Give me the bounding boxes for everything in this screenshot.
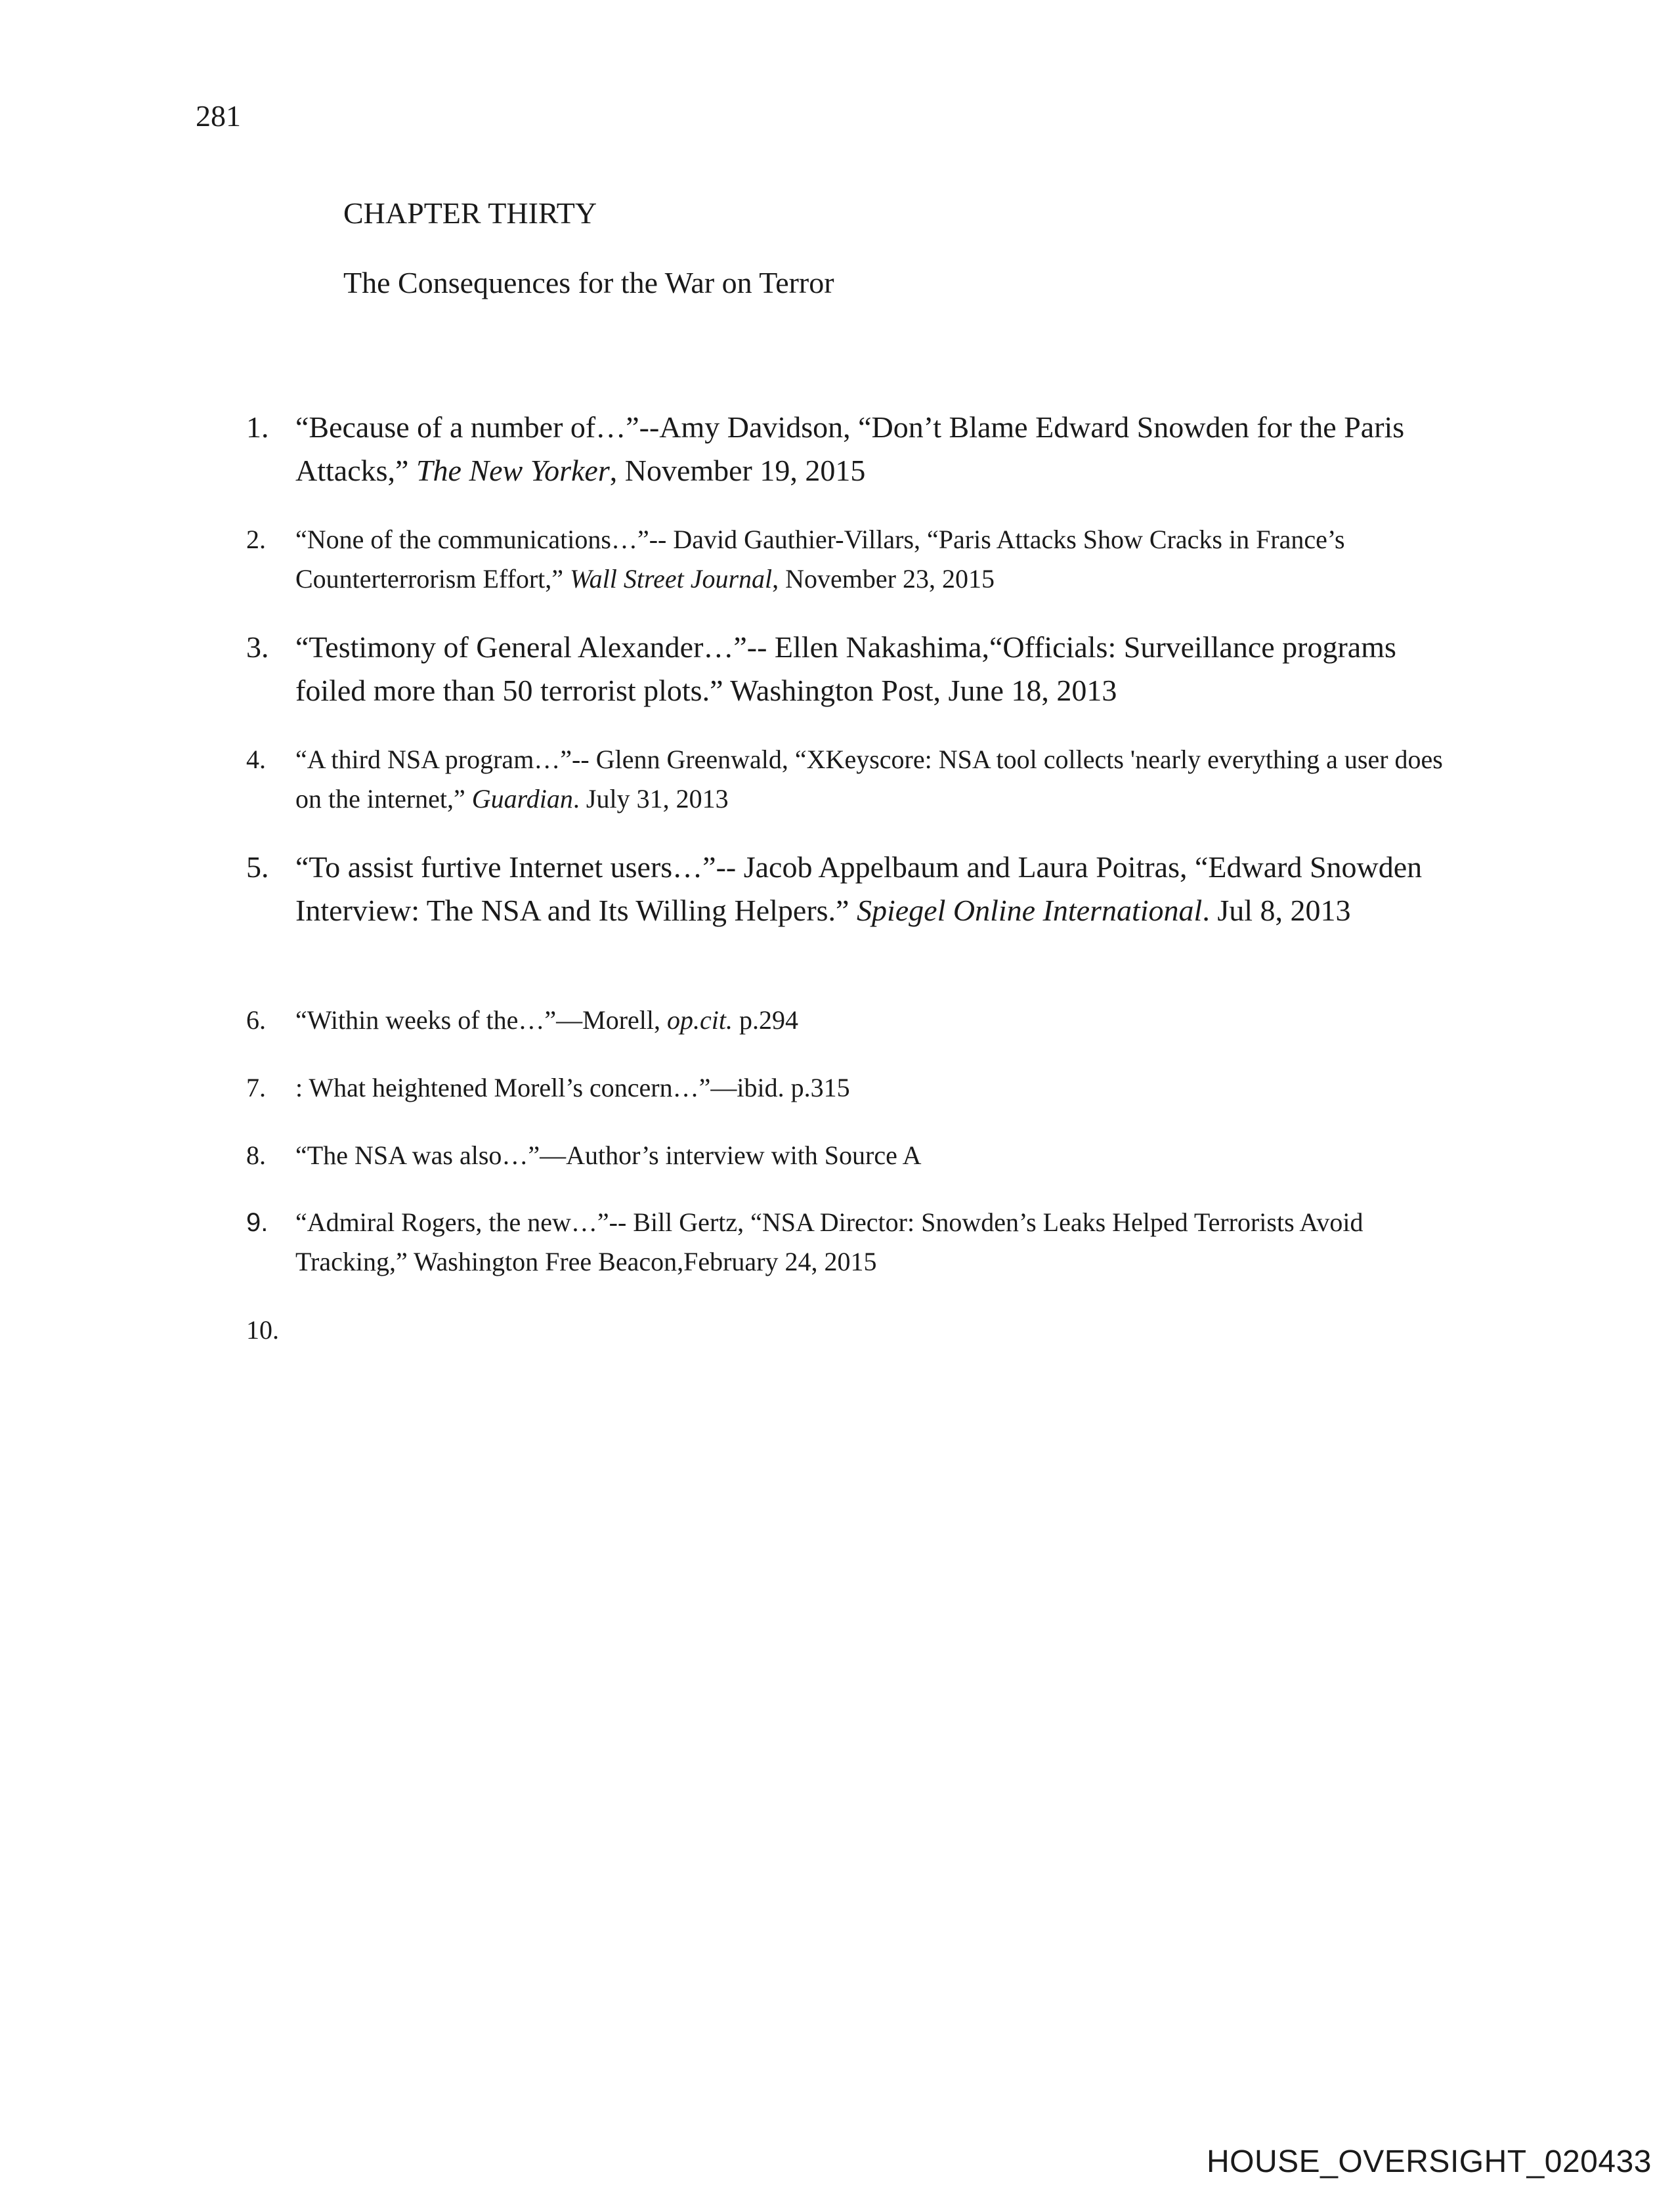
endnote-text: “Testimony of General Alexander…”-- Ellen Nakashima,“Officials: Surveillance programs foiled more than 50 terrorist plots.” Washington Post, June 18, 2013 — [295, 630, 1396, 707]
endnote-text: “Admiral Rogers, the new…”-- Bill Gertz, “NSA Director: Snowden’s Leaks Helped Terrorists Avoid Tracking,” Washington Free Beacon,February 24, 2015 — [295, 1207, 1363, 1276]
endnote-number: 7. — [246, 1073, 266, 1102]
endnote-number: 9. — [246, 1208, 268, 1237]
endnote-text: “Because of a number of…”--Amy Davidson, “Don’t Blame Edward Snowden for the Paris Attacks,” The New Yorker, November 19, 2015 — [295, 410, 1405, 487]
endnote-number: 3. — [246, 630, 269, 664]
endnote-number: 2. — [246, 525, 266, 554]
endnote-number: 10. — [246, 1315, 279, 1345]
endnote-number: 1. — [246, 410, 269, 444]
endnote-number: 6. — [246, 1005, 266, 1035]
endnote-text: : What heightened Morell’s concern…”—ibid. p.315 — [295, 1073, 850, 1102]
endnote-text: “To assist furtive Internet users…”-- Jacob Appelbaum and Laura Poitras, “Edward Snowden Interview: The NSA and Its Willing Helpers.” Spiegel Online International. Jul 8, 2013 — [295, 850, 1423, 927]
endnote-text: “Within weeks of the…”—Morell, op.cit. p.294 — [295, 1005, 798, 1035]
endnote-number: 8. — [246, 1140, 266, 1170]
chapter-subtitle: The Consequences for the War on Terror — [343, 266, 834, 299]
endnote-text: “The NSA was also…”—Author’s interview with Source A — [295, 1140, 922, 1170]
chapter-title: CHAPTER THIRTY — [343, 196, 597, 230]
bates-stamp: HOUSE_OVERSIGHT_020433 — [1207, 2144, 1652, 2179]
endnote-number: 4. — [246, 745, 266, 774]
endnote-number: 5. — [246, 850, 269, 884]
endnote-text: “A third NSA program…”-- Glenn Greenwald, “XKeyscore: NSA tool collects 'nearly everything a user does on the internet,” Guardian. July 31, 2013 — [295, 745, 1443, 813]
page-number: 281 — [196, 99, 241, 133]
endnote-text: “None of the communications…”-- David Gauthier-Villars, “Paris Attacks Show Cracks in France’s Counterterrorism Effort,” Wall Street Journal, November 23, 2015 — [295, 525, 1345, 594]
